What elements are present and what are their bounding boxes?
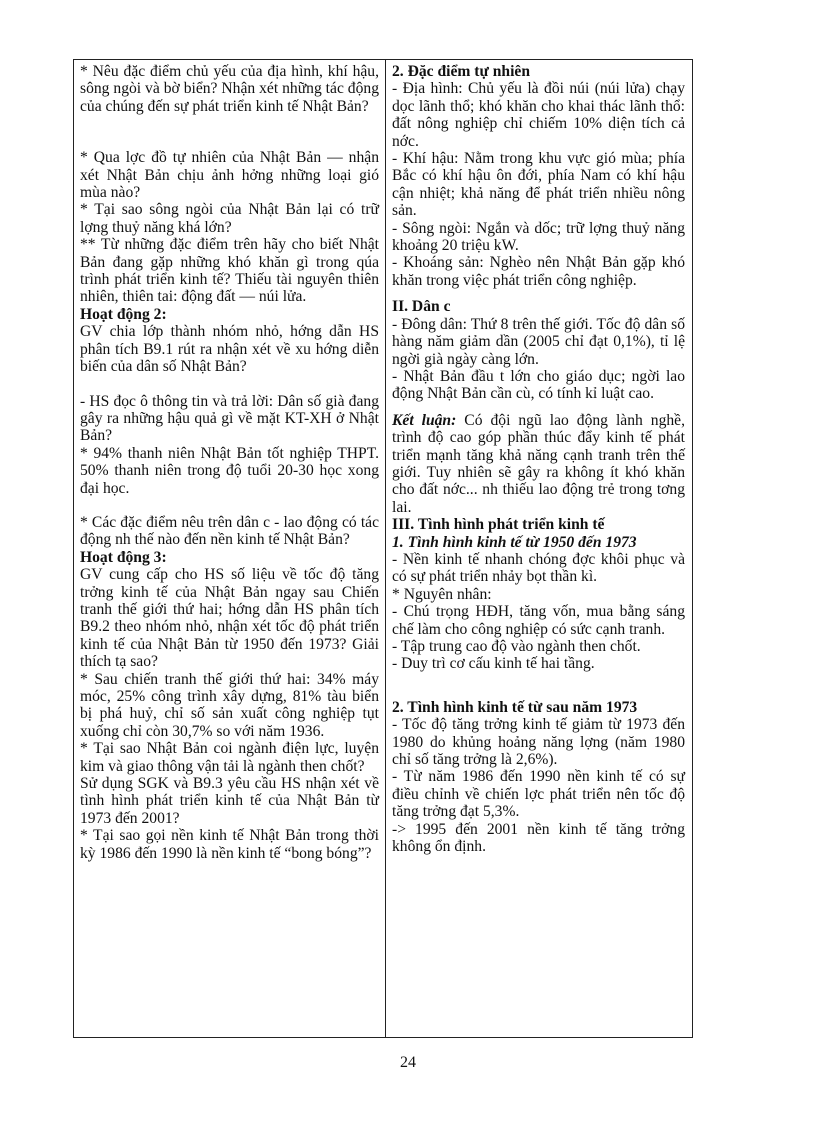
cause-key-sectors: - Tập trung cao độ vào ngành then chốt. — [392, 638, 641, 655]
recovery-text: - Nền kinh tế nhanh chóng đợc khôi phục và có sự phát triển nhảy bọt thần kì. — [392, 550, 685, 586]
growth-decline-text: - Tốc độ tăng trởng kinh tế giảm từ 1973 đến 1980 do khủng hoảng năng lợng (năm 1980 chỉ số tăng trởng là 2,6%). — [392, 716, 685, 769]
cause-dual-structure: - Duy trì cơ cấu kinh tế hai tầng. — [392, 655, 595, 673]
section-III-2-title: 2. Tình hình kinh tế từ sau năm 1973 — [392, 698, 638, 716]
activity-3-text: GV cung cấp cho HS số liệu về tốc độ tăng trởng kinh tế của Nhật Bản ngay sau Chiến tranh thế giới thứ hai; hớng dẫn HS phân tích B9.2 theo nhóm nhỏ, nhận xét tốc độ phát triển kinh tế của Nhật Bản từ 1950 đến 1973? Giải thích tạ sao? — [80, 566, 379, 671]
lesson-table — [73, 59, 693, 1038]
conclusion — [392, 412, 685, 516]
cause-modernization: - Chú trọng HĐH, tăng vốn, mua bằng sáng chế làm cho công nghiệp có sức cạnh tranh. — [392, 603, 685, 638]
minerals-text: - Khoáng sản: Nghèo nên Nhật Bản gặp khó khăn trong việc phát triển công nghiệp. — [392, 254, 685, 289]
content-column — [386, 60, 691, 1037]
education-text: - Nhật Bản đầu t lớn cho giáo dục; ngời lao động Nhật Bản cần cù, có tính kỉ luật cao. — [392, 367, 685, 403]
question-aging-population: - HS đọc ô thông tin và trả lời: Dân số già đang gây ra những hậu quả gì về mặt KT-XH ở Nhật Bản? — [80, 392, 379, 445]
activity-2-text: GV chia lớp thành nhóm nhỏ, hớng dẫn HS phân tích B9.1 rút ra nhận xét về xu hớng diễn biến của dân số Nhật Bản? — [80, 323, 379, 376]
unstable-growth-text: -> 1995 đến 2001 nền kinh tế tăng trởng không ổn định. — [392, 820, 685, 856]
causes-label: * Nguyên nhân: — [392, 585, 492, 603]
rivers-text: - Sông ngòi: Ngắn và dốc; trữ lợng thuỷ năng khoảng 20 triệu kW. — [392, 219, 685, 255]
population-text: - Đông dân: Thứ 8 trên thế giới. Tốc độ dân số hàng năm giảm dần (2005 chỉ đạt 0,1%), tỉ lệ ngời già ngày càng lớn. — [392, 315, 685, 368]
question-labor-impact: * Các đặc điểm nêu trên dân c - lao động có tác động nh thế nào đến nền kinh tế Nhật Bản? — [80, 513, 379, 549]
question-key-industries: * Tại sao Nhật Bản coi ngành điện lực, luyện kim và giao thông vận tải là ngành then chốt? — [80, 740, 379, 775]
conclusion-text: Có đội ngũ lao động lành nghề, trình độ cao góp phần thúc đẩy kinh tế phát triển mạnh tăng khả năng cạnh tranh trên thế giới. Tuy nhiên sẽ gây ra không ít khó khăn cho đất nớc... nh thiếu lao động trẻ trong tơng lai. — [392, 411, 685, 516]
question-monsoon: * Qua lợc đồ tự nhiên của Nhật Bản — nhận xét Nhật Bản chịu ảnh hởng những loại gió mùa nào? — [80, 149, 379, 202]
section-2-title: 2. Đặc điểm tự nhiên — [392, 63, 531, 80]
section-II-title: II. Dân c — [392, 298, 451, 316]
question-terrain-climate: * Nêu đặc điểm chủ yếu của địa hình, khí hậu, sông ngòi và bờ biển? Nhận xét những tác động của chúng đến sự phát triển kinh tế Nhật Bản? — [80, 63, 379, 115]
section-III-1-title: 1. Tình hình kinh tế từ 1950 đến 1973 — [392, 533, 637, 551]
note-education: * 94% thanh niên Nhật Bản tốt nghiệp THPT. 50% thanh niên trong độ tuổi 20-30 học xong đại học. — [80, 444, 379, 497]
question-bubble-economy: * Tại sao gọi nền kinh tế Nhật Bản trong thời kỳ 1986 đến 1990 là nền kinh tế “bong bóng”? — [80, 827, 379, 862]
question-rivers: * Tại sao sông ngòi của Nhật Bản lại có trữ lợng thuỷ năng khá lớn? — [80, 201, 379, 236]
section-III-title: III. Tình hình phát triển kinh tế — [392, 516, 605, 534]
activity-2-title: Hoạt động 2: — [80, 305, 167, 323]
note-post-war: * Sau chiến tranh thế giới thứ hai: 34% máy móc, 25% công trình xây dựng, 81% tàu biển bị phá huỷ, chỉ số sản xuất công nghiệp tụt xuống chỉ còn 30,7% so với năm 1936. — [80, 670, 379, 740]
teacher-activities-column — [74, 60, 386, 1037]
activity-3-title: Hoạt động 3: — [80, 548, 167, 566]
terrain-text: - Địa hình: Chủ yếu là đồi núi (núi lửa) chạy dọc lãnh thổ; khó khăn cho khai thác lãnh thổ: đất nông nghiệp chỉ chiếm 10% diện tích cả nớc. — [392, 80, 685, 150]
question-difficulties: ** Từ những đặc điểm trên hãy cho biết Nhật Bản đang gặp những khó khăn gì trong qúa trình phát triển kinh tế? Thiếu tài nguyên thiên nhiên, thiên tai: động đất — núi lửa. — [80, 236, 379, 306]
task-table-9-3: Sử dụng SGK và B9.3 yêu cầu HS nhận xét về tình hình phát triển kinh tế của Nhật Bản từ 1973 đến 2001? — [80, 775, 379, 827]
climate-text: - Khí hậu: Nằm trong khu vực gió mùa; phía Bắc có khí hậu ôn đới, phía Nam có khí hậu cận nhiệt; khả năng để phát triển nhiều nông sản. — [392, 150, 685, 220]
strategy-adjustment-text: - Từ năm 1986 đến 1990 nền kinh tế có sự điều chỉnh về chiến lợc phát triển nên tốc độ tăng trởng đạt 5,3%. — [392, 768, 685, 821]
conclusion-label: Kết luận: — [392, 411, 457, 429]
page-number: 24 — [400, 1054, 416, 1071]
